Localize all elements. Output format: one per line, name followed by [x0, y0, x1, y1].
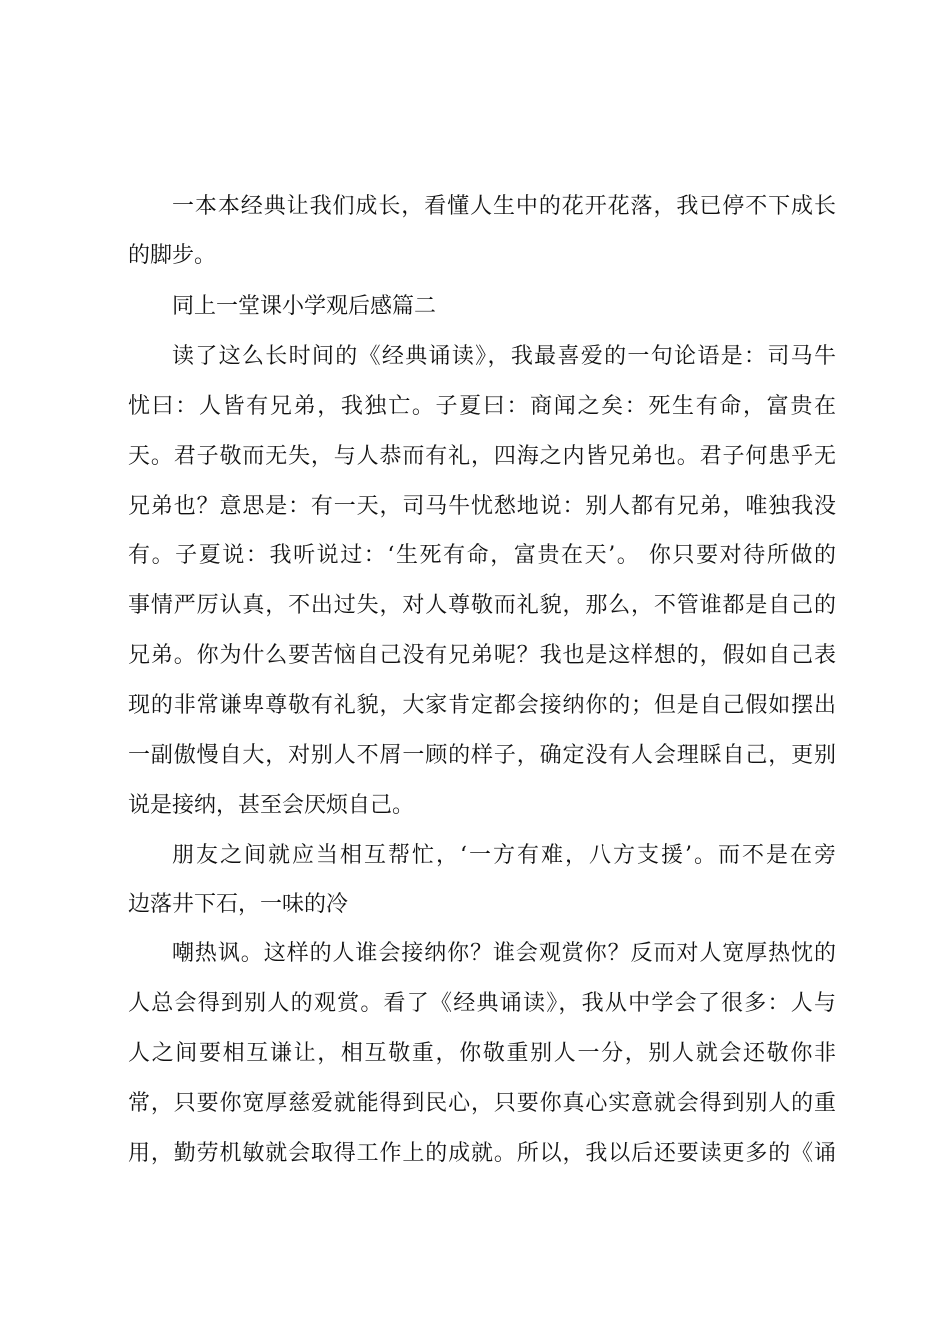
paragraph-1-line-1: 一本本经典让我们成长，看懂人生中的花开花落，我已停不下成长	[172, 194, 836, 219]
paragraph-3-line-10: 说是接纳，甚至会厌烦自己。	[128, 793, 415, 818]
paragraph-5-line-4: 常，只要你宽厚慈爱就能得到民心，只要你真心实意就会得到别人的重	[128, 1091, 836, 1116]
paragraph-3-line-7: 兄弟。你为什么要苦恼自己没有兄弟呢？我也是这样想的，假如自己表	[128, 643, 836, 668]
paragraph-4-line-1: 朋友之间就应当相互帮忙，‘一方有难，八方支援’。而不是在旁	[172, 843, 836, 868]
paragraph-3-line-9: 一副傲慢自大，对别人不屑一顾的样子，确定没有人会理睬自己，更别	[128, 743, 836, 768]
paragraph-5-line-2: 人总会得到别人的观赏。看了《经典诵读》，我从中学会了很多：人与	[128, 991, 836, 1016]
paragraph-3-line-3: 天。君子敬而无失，与人恭而有礼，四海之内皆兄弟也。君子何患乎无	[128, 444, 836, 469]
paragraph-5-line-1: 嘲热讽。这样的人谁会接纳你？谁会观赏你？反而对人宽厚热忱的	[172, 941, 836, 966]
paragraph-5-line-5: 用，勤劳机敏就会取得工作上的成就。所以，我以后还要读更多的《诵	[128, 1141, 836, 1166]
paragraph-1-line-2: 的脚步。	[128, 243, 217, 268]
paragraph-4-line-2: 边落井下石，一味的冷	[128, 892, 349, 917]
section-heading: 同上一堂课小学观后感篇二	[172, 294, 437, 319]
paragraph-5-line-3: 人之间要相互谦让，相互敬重，你敬重别人一分，别人就会还敬你非	[128, 1041, 836, 1066]
paragraph-3-line-8: 现的非常谦卑尊敬有礼貌，大家肯定都会接纳你的；但是自己假如摆出	[128, 693, 836, 718]
paragraph-3-line-1: 读了这么长时间的《经典诵读》，我最喜爱的一句论语是：司马牛	[172, 344, 836, 369]
paragraph-3-line-2: 忧曰：人皆有兄弟，我独亡。子夏曰：商闻之矣：死生有命，富贵在	[128, 394, 836, 419]
paragraph-3-line-4: 兄弟也？意思是：有一天，司马牛忧愁地说：别人都有兄弟，唯独我没	[128, 494, 836, 519]
paragraph-3-line-5: 有。子夏说：我听说过：‘生死有命，富贵在天’。 你只要对待所做的	[128, 543, 836, 568]
paragraph-3-line-6: 事情严厉认真，不出过失，对人尊敬而礼貌，那么，不管谁都是自己的	[128, 593, 836, 618]
